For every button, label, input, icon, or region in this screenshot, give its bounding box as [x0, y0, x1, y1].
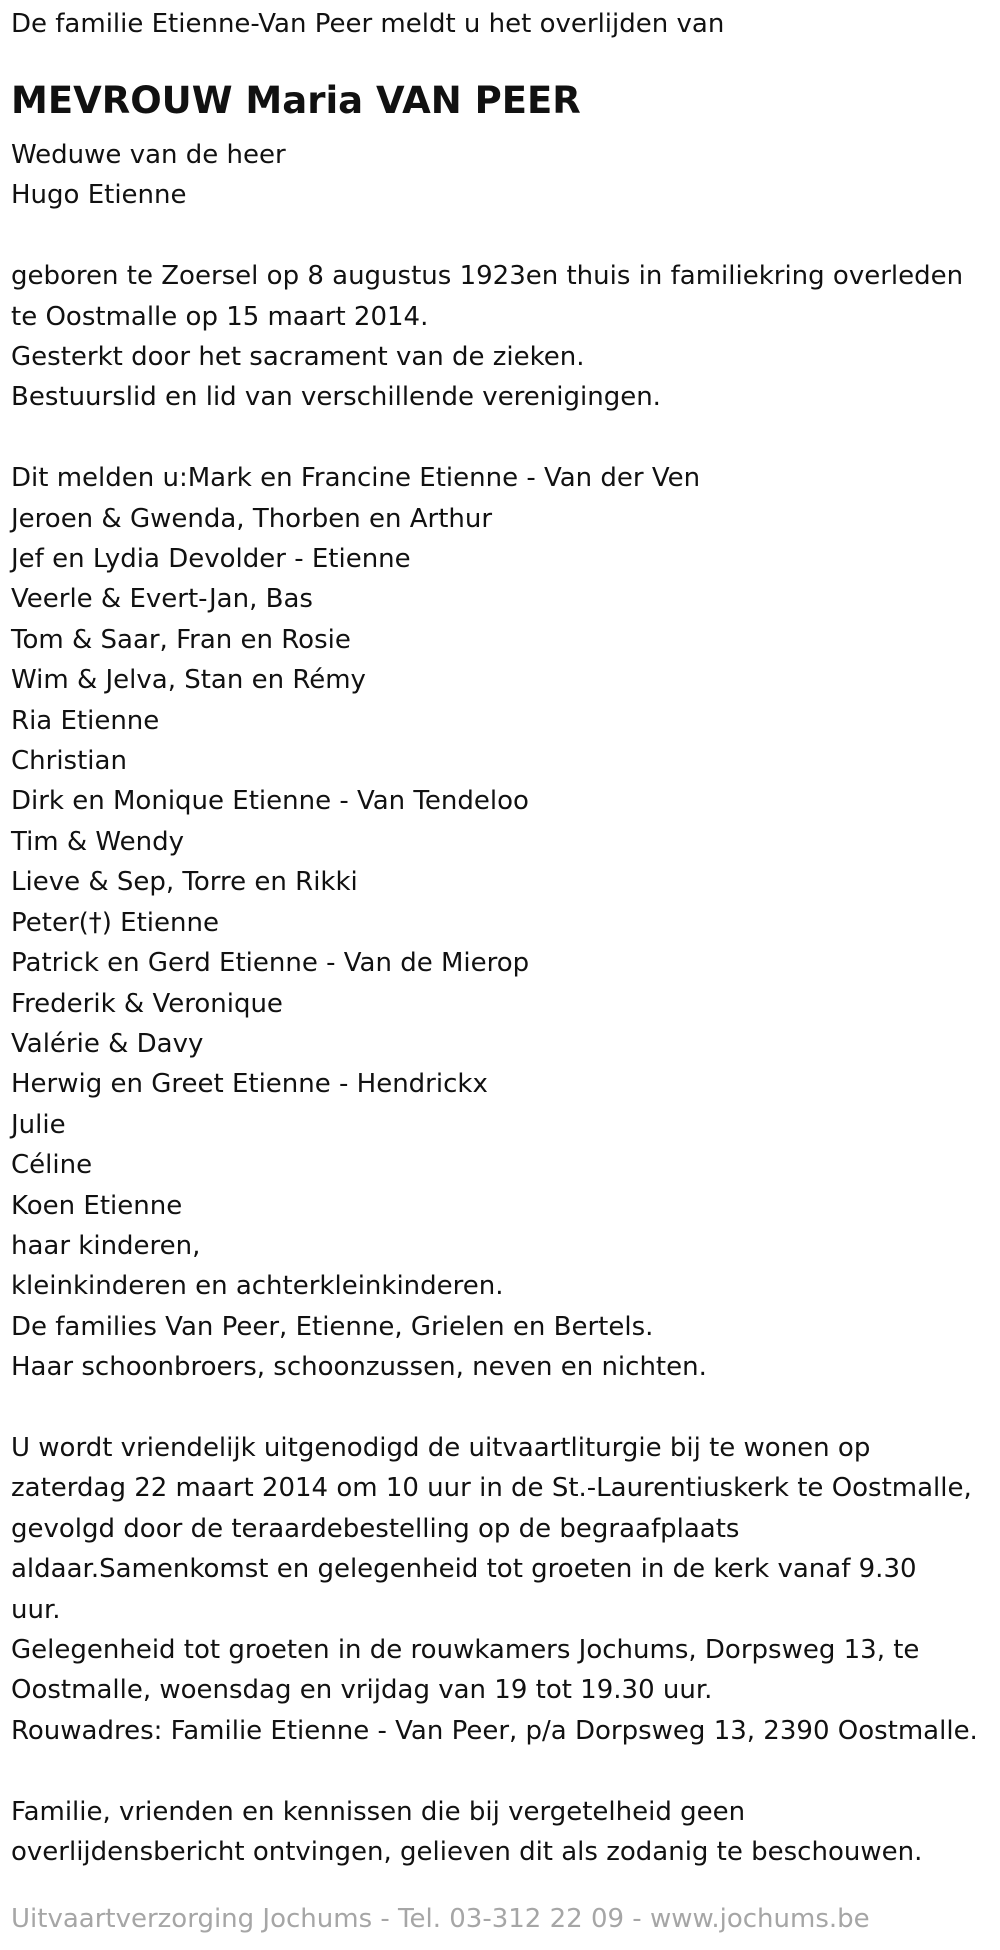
- family-line: Patrick en Gerd Etienne - Van de Mierop: [11, 948, 530, 979]
- family-line: Ria Etienne: [11, 705, 160, 736]
- funeral-line: gevolgd door de teraardebestelling op de begraafplaats: [11, 1513, 740, 1544]
- spacer: [11, 1751, 1000, 1791]
- family-line: Tim & Wendy: [11, 826, 184, 857]
- family-line: Haar schoonbroers, schoonzussen, neven en nichten.: [11, 1352, 707, 1383]
- funeral-section: [11, 1428, 1000, 1751]
- family-line: Jef en Lydia Devolder - Etienne: [11, 544, 411, 575]
- funeral-line: uur.: [11, 1594, 61, 1625]
- family-line: Veerle & Evert-Jan, Bas: [11, 584, 313, 615]
- spouse-line: Hugo Etienne: [11, 180, 187, 211]
- family-line: Peter(†) Etienne: [11, 907, 219, 938]
- closing-line: overlijdensbericht ontvingen, gelieven dit als zodanig te beschouwen.: [11, 1837, 923, 1867]
- birth-death-line: te Oostmalle op 15 maart 2014.: [11, 301, 429, 332]
- family-line: De families Van Peer, Etienne, Grielen en Bertels.: [11, 1311, 654, 1342]
- birth-death-line: Bestuurslid en lid van verschillende verenigingen.: [11, 382, 661, 413]
- family-line: Tom & Saar, Fran en Rosie: [11, 624, 351, 655]
- funeral-line: aldaar.Samenkomst en gelegenheid tot groeten in de kerk vanaf 9.30: [11, 1554, 917, 1585]
- spacer: [11, 1388, 1000, 1428]
- family-line: Koen Etienne: [11, 1190, 183, 1221]
- closing-section: [11, 1792, 1000, 1873]
- family-line: Céline: [11, 1150, 93, 1181]
- spacer: [11, 418, 1000, 458]
- family-line: Christian: [11, 746, 127, 777]
- family-line: kleinkinderen en achterkleinkinderen.: [11, 1271, 504, 1302]
- family-line: Herwig en Greet Etienne - Hendrickx: [11, 1069, 488, 1100]
- intro-text: De familie Etienne-Van Peer meldt u het overlijden van: [11, 9, 725, 39]
- birth-death-section: [11, 256, 1000, 418]
- family-line: Valérie & Davy: [11, 1028, 204, 1059]
- family-line: Jeroen & Gwenda, Thorben en Arthur: [11, 503, 493, 534]
- family-line: Frederik & Veronique: [11, 988, 283, 1019]
- closing-line: Familie, vrienden en kennissen die bij vergetelheid geen: [11, 1796, 746, 1827]
- spouse-line: Weduwe van de heer: [11, 140, 286, 170]
- spacer: [11, 216, 1000, 256]
- birth-death-line: Gesterkt door het sacrament van de zieken.: [11, 342, 585, 373]
- family-line: haar kinderen,: [11, 1230, 201, 1261]
- family-section: [11, 458, 1000, 1387]
- funeral-line: Oostmalle, woensdag en vrijdag van 19 tot 19.30 uur.: [11, 1675, 713, 1706]
- family-line: Dirk en Monique Etienne - Van Tendeloo: [11, 786, 529, 817]
- funeral-line: U wordt vriendelijk uitgenodigd de uitvaartliturgie bij te wonen op: [11, 1432, 871, 1463]
- family-line: Lieve & Sep, Torre en Rikki: [11, 867, 358, 898]
- deceased-name: MEVROUW Maria VAN PEER: [11, 79, 581, 122]
- funeral-home-footer: Uitvaartverzorging Jochums - Tel. 03-312 22 09 - www.jochums.be: [11, 1904, 870, 1934]
- family-line: Julie: [11, 1109, 66, 1140]
- family-line: Dit melden u:Mark en Francine Etienne - Van der Ven: [11, 463, 701, 494]
- obituary-body: [11, 135, 1000, 1872]
- birth-death-line: geboren te Zoersel op 8 augustus 1923en thuis in familiekring overleden: [11, 261, 964, 292]
- funeral-line: Gelegenheid tot groeten in de rouwkamers Jochums, Dorpsweg 13, te: [11, 1634, 920, 1665]
- funeral-line: Rouwadres: Familie Etienne - Van Peer, p/a Dorpsweg 13, 2390 Oostmalle.: [11, 1715, 978, 1746]
- funeral-line: zaterdag 22 maart 2014 om 10 uur in de St.-Laurentiuskerk te Oostmalle,: [11, 1473, 972, 1504]
- family-line: Wim & Jelva, Stan en Rémy: [11, 665, 366, 696]
- spouse-section: [11, 135, 1000, 216]
